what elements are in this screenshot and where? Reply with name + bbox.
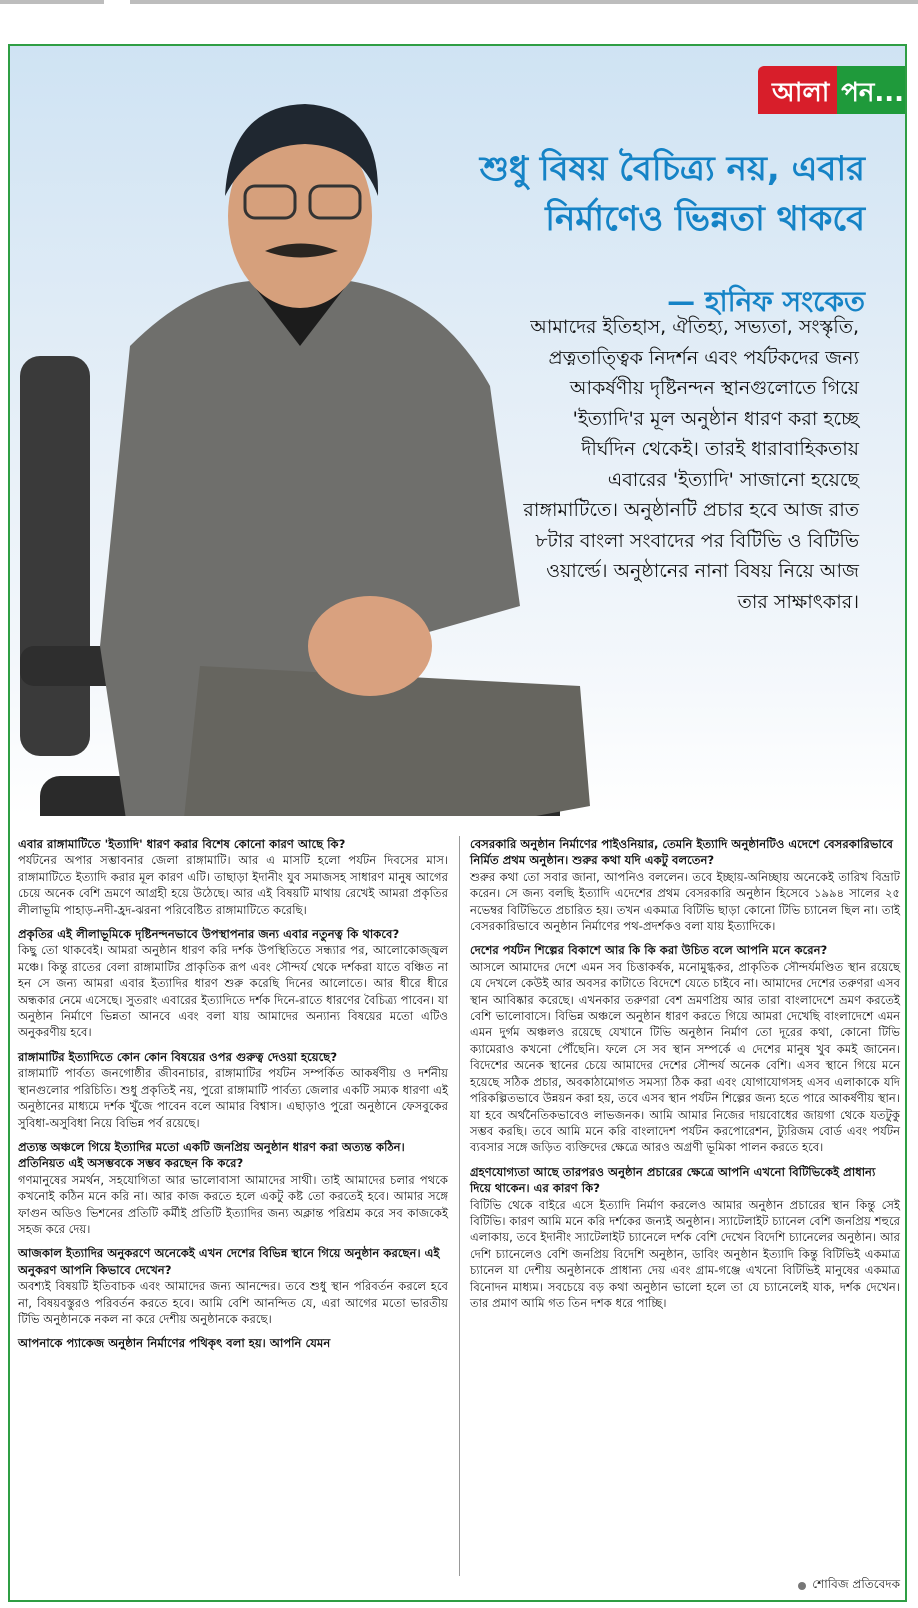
headline-byline: — হানিফ সংকেত <box>667 285 865 318</box>
bullet-dot-icon <box>798 1582 806 1590</box>
badge-part-red: আলা <box>758 66 837 114</box>
question: আজকাল ইত্যাদির অনুকরণে অনেকেই এখন দেশের বিভিন্ন স্থানে গিয়ে অনুষ্ঠান করছেন। এই অনুকরণ আপনি কিভাবে দেখেন? <box>18 1246 440 1277</box>
badge-part-green: পন... <box>837 66 905 114</box>
question: দেশের পর্যটন শিল্পের বিকাশে আর কি কি করা উচিত বলে আপনি মনে করেন? <box>470 943 828 958</box>
chair-back <box>20 356 90 756</box>
question: আপনাকে প্যাকেজ অনুষ্ঠান নির্মাণের পথিকৃৎ বলা হয়। আপনি যেমন <box>18 1336 331 1351</box>
section-badge <box>758 66 905 114</box>
answer: রাঙ্গামাটি পার্বত্য জনগোষ্ঠীর জীবনাচার, রাঙ্গামাটির পর্যটন সম্পর্কিত আকর্ষণীয় ও দর্শনীয় স্থানগুলোর পরিচিতি। শুধু প্রকৃতিই নয়, পুরো রাঙ্গামাটি পার্বত্য জেলার একটি সম্যক ধারণা এই অনুষ্ঠানের মাধ্যমে দর্শক খুঁজে পাবেন বলে আমার বিশ্বাস। এছাড়াও পুরো অনুষ্ঠানে ফেসবুকের সুবিধা-অসুবিধা নিয়ে বিভিন্ন পর্ব রয়েছে। <box>18 1066 448 1130</box>
answer: পর্যটনের অপার সম্ভাবনার জেলা রাঙ্গামাটি। আর এ মাসটি হলো পর্যটন দিবসের মাস। রাঙ্গামাটিতে ইত্যাদি করার মূল কারণ এটি। তাছাড়া ইদানীং যুব সমাজসহ সাধারণ মানুষ আগের চেয়ে অনেক বেশি ভ্রমণে আগ্রহী হয়ে উঠেছে। আর এই বিষয়টি মাথায় রেখেই আমরা প্রকৃতির লীলাভূমি পাহাড়-নদী-হ্রদ-ঝরনা পরিবেষ্টিত রাঙ্গামাটিতে করেছি। <box>18 853 448 917</box>
right-column <box>470 836 900 1311</box>
question: প্রত্যন্ত অঞ্চলে গিয়ে ইত্যাদির মতো একটি জনপ্রিয় অনুষ্ঠান ধারণ করা অত্যন্ত কঠিন। প্রতিনিয়ত এই অসম্ভবকে সম্ভব করছেন কি করে? <box>18 1139 405 1171</box>
top-rule-right <box>130 0 918 4</box>
question: বেসরকারি অনুষ্ঠান নির্মাণের পাইওনিয়ার, তেমনি ইত্যাদি অনুষ্ঠানটিও এদেশে বেসরকারিভাবে নির্মিত প্রথম অনুষ্ঠান। শুরুর কথা যদি একটু বলতেন? <box>470 837 893 868</box>
answer: অবশ্যই বিষয়টি ইতিবাচক এবং আমাদের জন্য আনন্দের। তবে শুধু স্থান পরিবর্তন করলে হবে না, বিষয়বস্তুরও পরিবর্তন করতে হবে। আমি বেশি আনন্দিত যে, এরা আগের মতো ভারতীয় টিভি অনুষ্ঠানকে নকল না করে দেশীয় অনুষ্ঠানকে করছে। <box>18 1279 448 1326</box>
left-column <box>18 836 448 1352</box>
question: এবার রাঙ্গামাটিতে 'ইত্যাদি' ধারণ করার বিশেষ কোনো কারণ আছে কি? <box>18 837 346 851</box>
headline <box>480 144 865 244</box>
answer: আসলে আমাদের দেশে এমন সব চিত্তাকর্ষক, মনোমুগ্ধকর, প্রাকৃতিক সৌন্দর্যমণ্ডিত স্থান রয়েছে যে দেখলে কেউই আর অবসর কাটাতে বিদেশে যেতে চাইবে না। আমাদের দেশের তরুণরা এসব স্থান আবিষ্কার করেছে। এখনকার তরুণরা বেশ ভ্রমণপ্রিয় আর তারা বাংলাদেশে ভ্রমণ করতেই বেশি ভালোবাসে। বিভিন্ন অঞ্চলে অনুষ্ঠান ধারণ করতে গিয়ে আমরা দেখেছি বাংলাদেশে এমন এমন দুর্গম অঞ্চলও রয়েছে যেখানে টিভি অনুষ্ঠান নির্মাণ তো দূরের কথা, কোনো টিভি ক্যামেরাও কখনো পৌঁছেনি। ফলে সে সব স্থান সম্পর্কে এ দেশের মানুষ খুব কমই জানেন। বিদেশের অনেক স্থানের চেয়ে আমাদের দেশের সৌন্দর্য অনেক বেশি। এসব স্থানে গিয়ে মনে হয়েছে সঠিক প্রচার, অবকাঠামোগত সমস্যা ঠিক করা এবং যোগাযোগসহ এসব এলাকাকে যদি পরিকল্পিতভাবে উন্নয়ন করা হয়, তবে এসব স্থান পর্যটন শিল্পের জন্য হতে পারে আকর্ষণীয় স্থান। যা হবে অর্থনৈতিকভাবেও লাভজনক। আমি আমার নিজের দায়বোধের জায়গা থেকে যতটুকু সম্ভব করছি। তবে আমি মনে করি বাংলাদেশ পর্যটন করপোরেশন, ট্যুরিজম বোর্ড এবং পর্যটন ব্যবসার সঙ্গে জড়িত ব্যক্তিদের ক্ষেত্রে আরও অগ্রণী ভূমিকা পালন করতে হবে। <box>470 959 900 1155</box>
answer: গণমানুষের সমর্থন, সহযোগিতা আর ভালোবাসা আমাদের সাথী। তাই আমাদের চলার পথকে কখনোই কঠিন মনে করি না। আর কাজ করতে হলে একটু কষ্ট তো করতেই হবে। আমার সঙ্গে ফাগুন অডিও ভিশনের প্রতিটি কর্মীই প্রতিটি ইত্যাদির জন্য অক্লান্ত পরিশ্রম করে সব কাজকেই সহজ করে দেয়। <box>18 1172 448 1236</box>
headline-line-2: নির্মাণেও ভিন্নতা থাকবে <box>545 199 865 239</box>
top-rule-left <box>0 0 104 4</box>
intro-paragraph: আমাদের ইতিহাস, ঐতিহ্য, সভ্যতা, সংস্কৃতি, প্রত্নতাত্ত্বিক নিদর্শন এবং পর্যটকদের জন্য আকর্ষণীয় দৃষ্টিনন্দন স্থানগুলোতে গিয়ে 'ইত্যাদি'র মূল অনুষ্ঠান ধারণ করা হচ্ছে দীর্ঘদিন থেকেই। তারই ধারাবাহিকতায় এবারের 'ইত্যাদি' সাজানো হয়েছে রাঙ্গামাটিতে। অনুষ্ঠানটি প্রচার হবে আজ রাত ৮টার বাংলা সংবাদের পর বিটিভি ও বিটিভি ওয়ার্ল্ডে। অনুষ্ঠানের নানা বিষয় নিয়ে আজ তার সাক্ষাৎকার। <box>523 316 859 613</box>
hero-section <box>10 46 905 816</box>
question: রাঙ্গামাটির ইত্যাদিতে কোন কোন বিষয়ের ওপর গুরুত্ব দেওয়া হয়েছে? <box>18 1049 338 1064</box>
headline-line-1: শুধু বিষয় বৈচিত্র্য নয়, এবার <box>479 149 865 189</box>
column-divider <box>459 836 460 1576</box>
clasped-hands <box>308 596 432 696</box>
reporter-credit-text: শোবিজ প্রতিবেদক <box>812 1577 900 1591</box>
answer: শুরুর কথা তো সবার জানা, আপনিও বললেন। তবে ইচ্ছায়-অনিচ্ছায় অনেকেই তারিখ বিভ্রাট করেন। সে জন্য বলছি ইত্যাদি এদেশের প্রথম বেসরকারি অনুষ্ঠান হিসেবে ১৯৯৪ সালের ২৫ নভেম্বর বিটিভিতে প্রচারিত হয়। তখন একমাত্র বিটিভি ছাড়া কোনো টিভি চ্যানেল ছিল না। তাই বেসরকারিভাবে অনুষ্ঠান নির্মাণের পথ-প্রদর্শকও বলা যায় ইত্যাদিকে। <box>470 869 900 934</box>
question: প্রকৃতির এই লীলাভূমিকে দৃষ্টিনন্দনভাবে উপস্থাপনার জন্য এবার নতুনত্ব কি থাকবে? <box>18 927 400 942</box>
reporter-credit <box>798 1576 900 1596</box>
interview-columns <box>18 836 900 1596</box>
question: গ্রহণযোগ্যতা আছে তারপরও অনুষ্ঠান প্রচারের ক্ষেত্রে আপনি এখনো বিটিভিকেই প্রাধান্য দিয়ে থাকেন। এর কারণ কি? <box>470 1164 876 1196</box>
answer: বিটিভি থেকে বাইরে এসে ইত্যাদি নির্মাণ করলেও আমার অনুষ্ঠান প্রচারের স্থান কিন্তু সেই বিটিভি। কারণ আমি মনে করি দর্শকের জন্যই অনুষ্ঠান। স্যাটেলাইট চ্যানেল বেশি জনপ্রিয় শহুরে এলাকায়, তবে ইদানীং স্যাটেলাইট চ্যানেলে দর্শক বেশি দেখেন বিদেশি চ্যানেলের অনুষ্ঠান। আর দেশি চ্যানেলেও বেশি জনপ্রিয় বিদেশি অনুষ্ঠান, ডাবিং অনুষ্ঠান ইত্যাদি কিন্তু বিটিভিই একমাত্র চ্যানেল যা দেশীয় অনুষ্ঠানকে প্রাধান্য দেয় এবং গ্রাম-গঞ্জে এখনো বিটিভিই মানুষের একমাত্র বিনোদন মাধ্যম। সবচেয়ে বড় কথা অনুষ্ঠান ভালো হলে তা যে চ্যানেলেই যাক, দর্শক দেখেন। তার প্রমাণ আমি গত তিন দশক ধরে পাচ্ছি। <box>470 1197 900 1310</box>
answer: কিছু তো থাকবেই। আমরা অনুষ্ঠান ধারণ করি দর্শক উপস্থিতিতে সন্ধ্যার পর, আলোকোজ্জ্বল মঞ্চে। কিন্তু রাতের বেলা রাঙ্গামাটির প্রাকৃতিক রূপ এবং সৌন্দর্য থেকে দর্শকরা যাতে বঞ্চিত না হন সে জন্য আমরা এবার ইত্যাদির ধারণ শুরু করেছি দিনের আলোতে। আর ধীরে ধীরে অন্ধকার নেমে এসেছে। সুতরাং এবারের ইত্যাদিতে দর্শক দিনে-রাতে ধারণের বৈচিত্র্য পাবেন। যা অনুষ্ঠান নির্মাণে ভিন্নতা আনবে এবং বলা যায় আমাদের অন্যান্য বিষয়ের মতো এটিও অনুকরণীয় হবে। <box>18 943 448 1040</box>
